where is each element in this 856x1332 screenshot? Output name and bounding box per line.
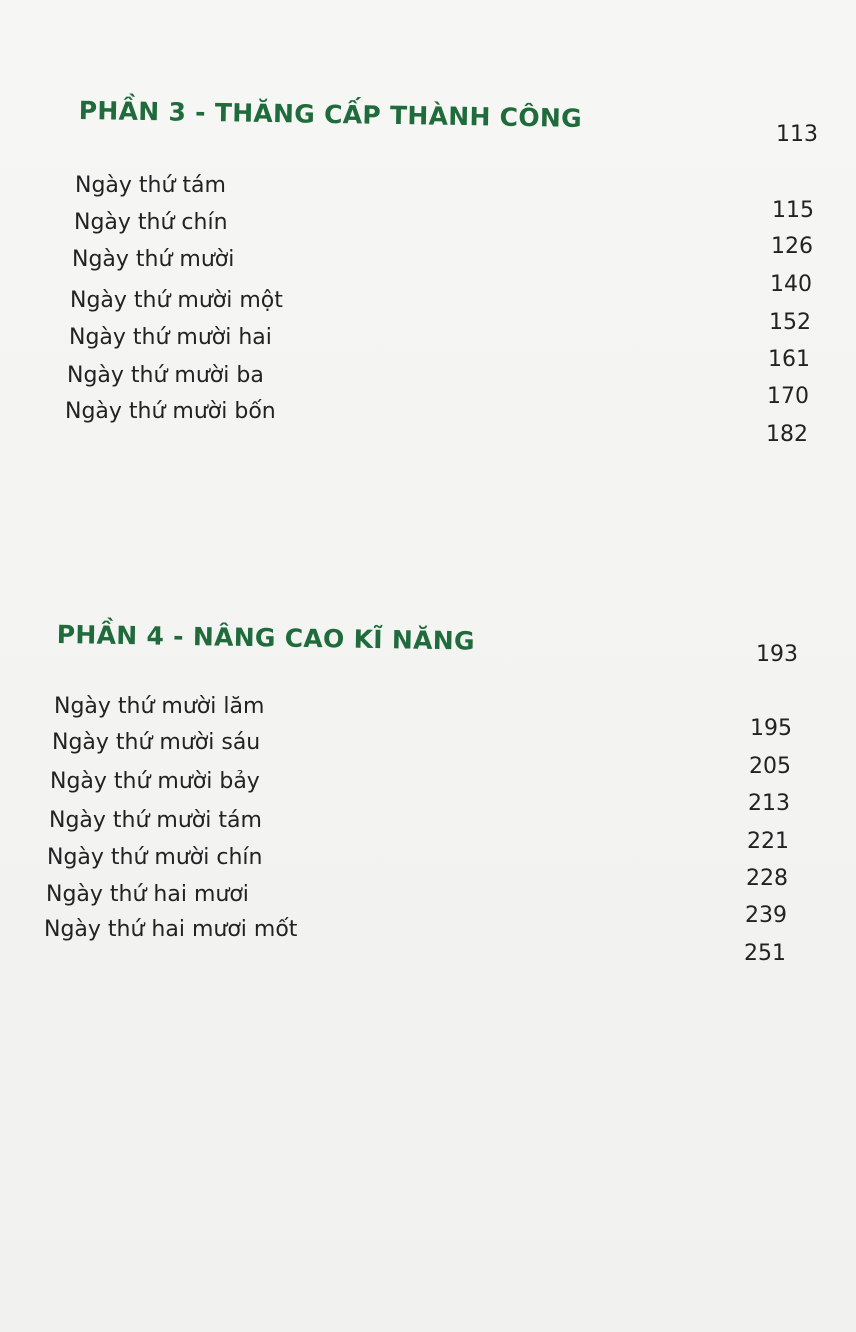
- toc-entry-page: 161: [768, 347, 810, 372]
- toc-entry-page: 228: [746, 866, 788, 891]
- toc-entry-label: Ngày thứ mười bảy: [50, 769, 260, 794]
- toc-entry-label: Ngày thứ mười tám: [49, 808, 262, 833]
- toc-entry-label: Ngày thứ hai mươi mốt: [44, 917, 298, 942]
- toc-entry-label: Ngày thứ tám: [75, 173, 226, 198]
- toc-entry-label: Ngày thứ mười ba: [67, 363, 264, 388]
- toc-entry-page: 152: [769, 310, 811, 335]
- toc-entry-page: 205: [749, 754, 791, 779]
- toc-entry-label: Ngày thứ mười lăm: [54, 694, 265, 719]
- toc-entry-page: 195: [750, 716, 792, 741]
- section-page-number: 113: [776, 122, 818, 147]
- toc-entry-label: Ngày thứ hai mươi: [46, 882, 249, 907]
- toc-entry-label: Ngày thứ mười: [72, 247, 235, 272]
- toc-entry-page: 182: [766, 422, 808, 447]
- toc-entry-label: Ngày thứ chín: [74, 210, 228, 235]
- section-title: PHẦN 4 - NÂNG CAO KĨ NĂNG: [56, 620, 476, 656]
- toc-entry-page: 170: [767, 384, 809, 409]
- section-page-number: 193: [756, 642, 798, 667]
- toc-entry-page: 239: [745, 903, 787, 928]
- toc-entry-page: 115: [772, 198, 814, 223]
- toc-entry-page: 251: [744, 941, 786, 966]
- toc-entry-label: Ngày thứ mười một: [70, 288, 283, 313]
- toc-entry-page: 140: [770, 272, 812, 297]
- toc-entry-label: Ngày thứ mười bốn: [65, 399, 276, 424]
- section-title: PHẦN 3 - THĂNG CẤP THÀNH CÔNG: [78, 96, 583, 133]
- toc-entry-label: Ngày thứ mười sáu: [52, 730, 261, 755]
- toc-entry-page: 213: [748, 791, 790, 816]
- toc-entry-label: Ngày thứ mười chín: [47, 845, 263, 870]
- toc-entry-label: Ngày thứ mười hai: [69, 325, 272, 350]
- toc-entry-page: 221: [747, 829, 789, 854]
- toc-entry-page: 126: [771, 234, 813, 259]
